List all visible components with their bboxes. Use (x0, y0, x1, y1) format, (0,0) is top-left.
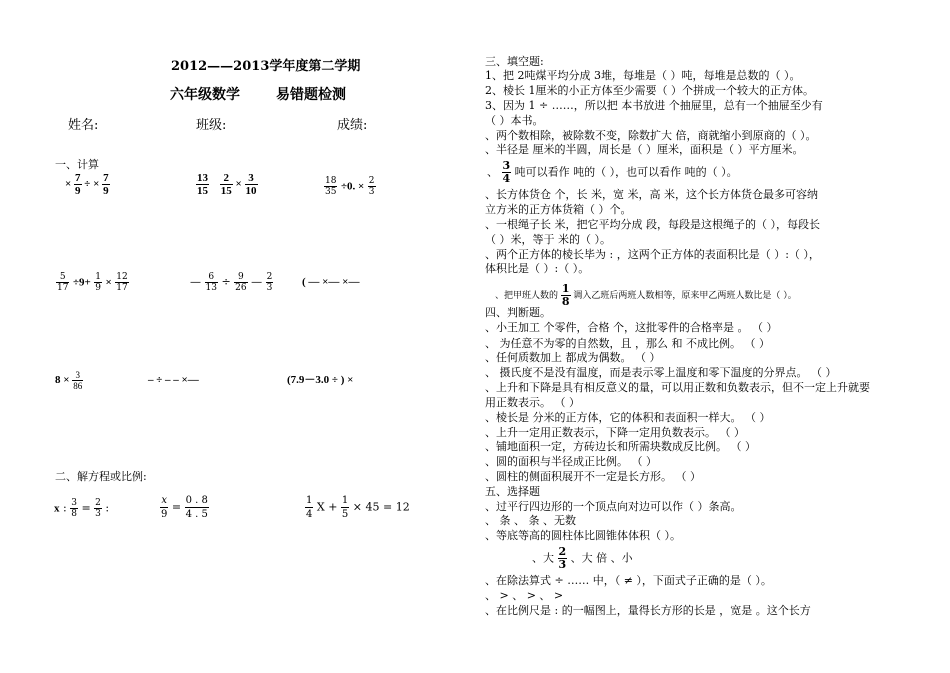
right-line: 五、选择题 (485, 485, 540, 498)
right-line: 、 为任意不为零的自然数，且 ，那么 和 不成比例。 （ ） (485, 337, 770, 350)
right-line: 、 摄氏度不是没有温度，而是表示零上温度和零下温度的分界点。 （ ） (485, 366, 837, 379)
class-label: 班级: (196, 118, 227, 133)
calc-r1b: $\frac{13}{15}$ $\frac{2}{15}$ × $\frac{3}{10}$ (197, 172, 257, 197)
right-line: 、圆的面积与半径成正比例。 （ ） (485, 455, 657, 468)
right-line: 1、把 2吨煤平均分成 3堆，每堆是（ ）吨，每堆是总数的（ ）。 (485, 69, 801, 82)
right-line: 、过平行四边形的一个顶点向对边可以作（ ）条高。 (485, 500, 742, 513)
fill-item-3-4: 、 $\frac{3}{4}$ 吨可以看作 吨的（ ），也可以看作 吨的（ ）。 (487, 159, 738, 185)
fill-item-3-9: 、把甲班人数的 $\frac{1}{8}$ 调入乙班后两班人数相等，原来甲乙两班人数比是（ ）。 (495, 282, 797, 308)
right-line: 、铺地面积一定，方砖边长和所需块数成反比例。 （ ） (485, 440, 756, 453)
right-line: 2、棱长 1厘米的小正方体至少需要（ ）个拼成一个较大的正方体。 (485, 84, 814, 97)
page-subtitle-2: 易错题检测 (276, 87, 346, 103)
calc-r3b: – ÷ – – ×— (148, 374, 199, 386)
right-line: 体积比是（ ）:（ ）。 (485, 262, 590, 275)
right-line: 、长方体货仓 个，长 米，宽 米，高 米，这个长方体货仓最多可容纳 (485, 188, 818, 201)
name-label: 姓名: (68, 118, 99, 133)
calc-r2b: — $\frac{6}{13}$ ÷ $\frac{9}{26}$ — $\frac{2}{3}$ (190, 272, 273, 293)
right-line: 立方米的正方体货箱（ ）个。 (485, 203, 632, 216)
calc-r1c: $\frac{18}{35}$ ÷0. × $\frac{2}{3}$ (325, 176, 375, 197)
calc-r2c: ( — ×— ×— (302, 276, 360, 288)
equation-1: x : $\frac{3}{8}$ = $\frac{2}{3}$ : (54, 498, 110, 519)
right-line: 、棱长是 分米的正方体，它的体积和表面积一样大。 （ ） (485, 411, 771, 424)
page-title: 2012——2013学年度第二学期 (171, 59, 361, 74)
page-subtitle: 六年级数学 (170, 87, 240, 103)
equation-2: $\frac{x}{9}$ = $\frac{0 . 8}{4 . 5}$ (161, 495, 208, 520)
calc-r3c: (7.9－3.0 ÷ ) × (287, 374, 354, 386)
calc-r2a: $\frac{5}{17}$ ÷9+ $\frac{1}{9}$ × $\frac{12}{17}$ (57, 272, 128, 293)
right-line: 、在除法算式 ÷ …… 中，（ ≠ ），下面式子正确的是（ ）。 (485, 574, 772, 587)
right-line: 、上升一定用正数表示，下降一定用负数表示。 （ ） (485, 426, 745, 439)
right-line: 、 > 、 > 、 > (485, 589, 564, 602)
right-line: 三、填空题: (485, 55, 544, 68)
right-line: 、 条 、 条 、无数 (485, 514, 576, 527)
right-line: （ ）本书。 (485, 114, 544, 127)
right-line: 、两个正方体的棱长毕为 : ，这两个正方体的表面积比是（ ）:（ ）， (485, 248, 820, 261)
equation-3: $\frac{1}{4}$ X + $\frac{1}{5}$ × 45 = 12 (306, 495, 410, 520)
right-line: （ ）米，等于 米的（ ）。 (485, 233, 611, 246)
right-line: 、等底等高的圆柱体比圆锥体体积（ ）。 (485, 529, 681, 542)
right-line: 、任何质数加上 都成为偶数。 （ ） (485, 351, 661, 364)
section-calc-title: 一、计算 (55, 158, 99, 171)
right-line: 、上升和下降是具有相反意义的量，可以用正数和负数表示，但不一定上升就要 (485, 381, 870, 394)
right-line: 、小王加工 个零件，合格 个，这批零件的合格率是 。 （ ） (485, 321, 778, 334)
right-line: 、半径是 厘米的半圆，周长是（ ）厘米，面积是（ ）平方厘米。 (485, 143, 804, 156)
choice-item-5-2-options: 、大 $\frac{2}{3}$ 、大 倍 、小 (532, 545, 633, 571)
score-label: 成绩: (337, 118, 368, 133)
right-line: 、在比例尺是 : 的一幅图上，量得长方形的长是 ，宽是 。这个长方 (485, 604, 811, 617)
right-line: 四、判断题。 (485, 306, 551, 319)
calc-r3a: 8 × $\frac{3}{86}$ (55, 370, 83, 391)
section-equation-title: 二、解方程或比例: (55, 470, 147, 483)
right-line: 3、因为 1 ÷ ……，所以把 本书放进 个抽屉里，总有一个抽屉至少有 (485, 99, 823, 112)
right-line: 、一根绳子长 米，把它平均分成 段，每段是这根绳子的（ ），每段长 (485, 218, 820, 231)
right-line: 、两个数相除，被除数不变，除数扩大 倍，商就缩小到原商的（ ）。 (485, 129, 817, 142)
right-line: 用正数表示。 （ ） (485, 396, 580, 409)
right-line: 、圆柱的侧面积展开不一定是长方形。 （ ） (485, 470, 701, 483)
calc-r1a: × $\frac{7}{9}$ ÷ × $\frac{7}{9}$ (65, 172, 109, 197)
